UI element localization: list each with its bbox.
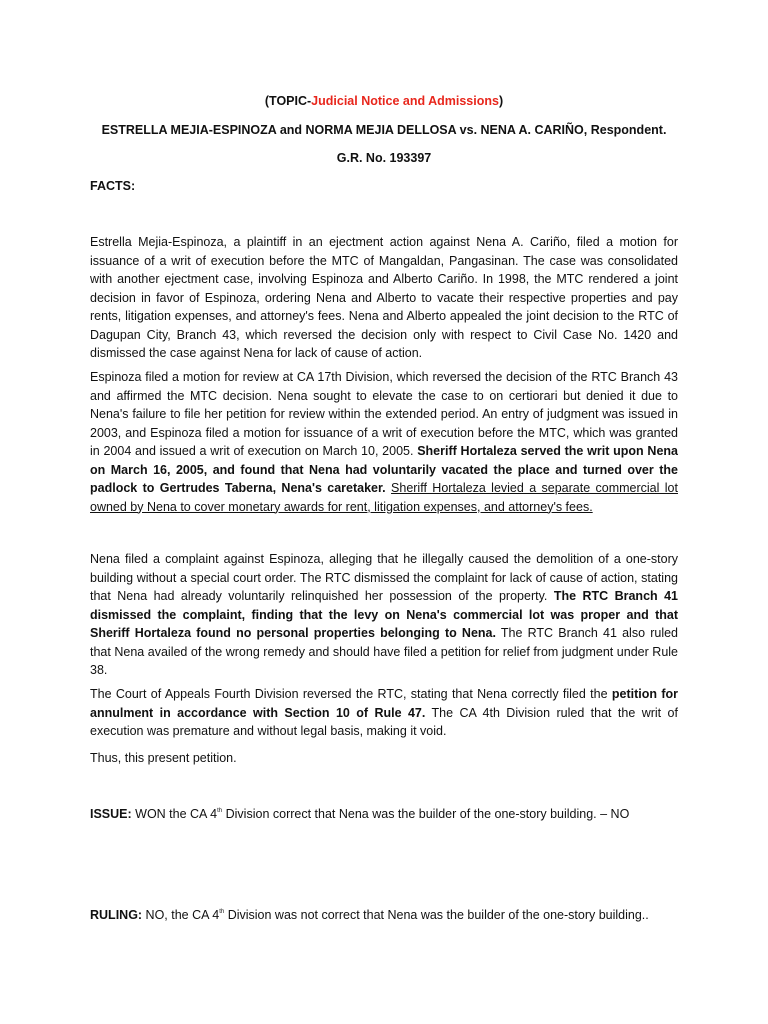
facts-paragraph-5: Thus, this present petition. [90,751,237,765]
ruling-line [90,906,678,925]
p2-bold: Sheriff Hortaleza served the writ upon Nena on March 16, 2005, and found that Nena had voluntarily vacated the place and turned over the padlock to Gertrudes Taberna, Nena's caretaker. [90,444,678,495]
p4-text: The Court of Appeals Fourth Division reversed the RTC, stating that Nena correctly filed the [90,687,612,701]
p4-bold: petition for annulment in accordance with Section 10 of Rule 47. [90,687,678,720]
p2-underlined: Sheriff Hortaleza levied a separate commercial lot owned by Nena to cover monetary awards for rent, litigation expenses, and attorney's fees. [90,481,678,514]
facts-paragraph-4 [90,685,678,741]
facts-heading: FACTS: [90,179,136,193]
p4-text-end: The CA 4th Division ruled that the writ of execution was premature and without legal basis, making it void. [90,705,678,738]
p3-text: Nena filed a complaint against Espinoza, alleging that he illegally caused the demolition of a one-story building without a special court order. The RTC dismissed the complaint for lack of cause of action, stating that Nena had already voluntarily relinquished her possession of the property. [90,552,678,603]
issue-text: WON the CA 4 [131,807,218,821]
p2-text: Espinoza filed a motion for review at CA 17th Division, which reversed the decision of the RTC Branch 43 and affirmed the MTC decision. Nena sought to elevate the case to on certiorari but denied it due to Nena's failure to file her petition for review within the extended period. An entry of judgment was issued in 2003, and Espinoza filed a motion for issuance of a writ of execution before the MTC, which was granted in 2004 and issued a writ of execution on March 10, 2005. [90,370,678,458]
p3-bold: The RTC Branch 41 dismissed the complaint, finding that the levy on Nena's commercial lot was proper and that Sheriff Hortaleza found no personal properties belonging to Nena. [90,589,678,640]
case-parties: ESTRELLA MEJIA-ESPINOZA and NORMA MEJIA DELLOSA vs. NENA A. CARIÑO, Respondent. [101,123,667,137]
facts-paragraph-3 [90,550,678,680]
issue-line [90,805,678,824]
issue-label: ISSUE: [90,807,132,821]
topic-heading [0,94,768,108]
ruling-label: RULING: [90,908,143,922]
case-number: G.R. No. 193397 [336,151,432,165]
p3-text-end: The RTC Branch 41 also ruled that Nena availed of the wrong remedy and should have filed a petition for relief from judgment under Rule 38. [90,626,678,677]
issue-text-end: Division correct that Nena was the builder of the one-story building. – NO [222,807,630,821]
issue-superscript: th [217,808,223,814]
topic-title: Judicial Notice and Admissions [311,94,499,108]
facts-paragraph-2 [90,368,678,516]
ruling-text-end: Division was not correct that Nena was the builder of the one-story building.. [224,908,649,922]
ruling-text: NO, the CA 4 [142,908,220,922]
topic-close: ) [498,94,504,108]
ruling-superscript: th [219,909,225,915]
topic-open: (TOPIC- [264,94,312,108]
facts-paragraph-1: Estrella Mejia-Espinoza, a plaintiff in an ejectment action against Nena A. Cariño, filed a motion for issuance of a writ of execution before the MTC of Mangaldan, Pangasinan. The case was consolidated with another ejectment case, involving Espinoza and Alberto Cariño. In 1998, the MTC rendered a joint decision in favor of Espinoza, ordering Nena and Alberto to vacate their respective properties and pay rents, litigation expenses, and attorney's fees. Nena and Alberto appealed the joint decision to the RTC of Dagupan City, Branch 43, which reversed the decision only with respect to Civil Case No. 1420 and dismissed the case against Nena for lack of cause of action. [90,235,678,360]
